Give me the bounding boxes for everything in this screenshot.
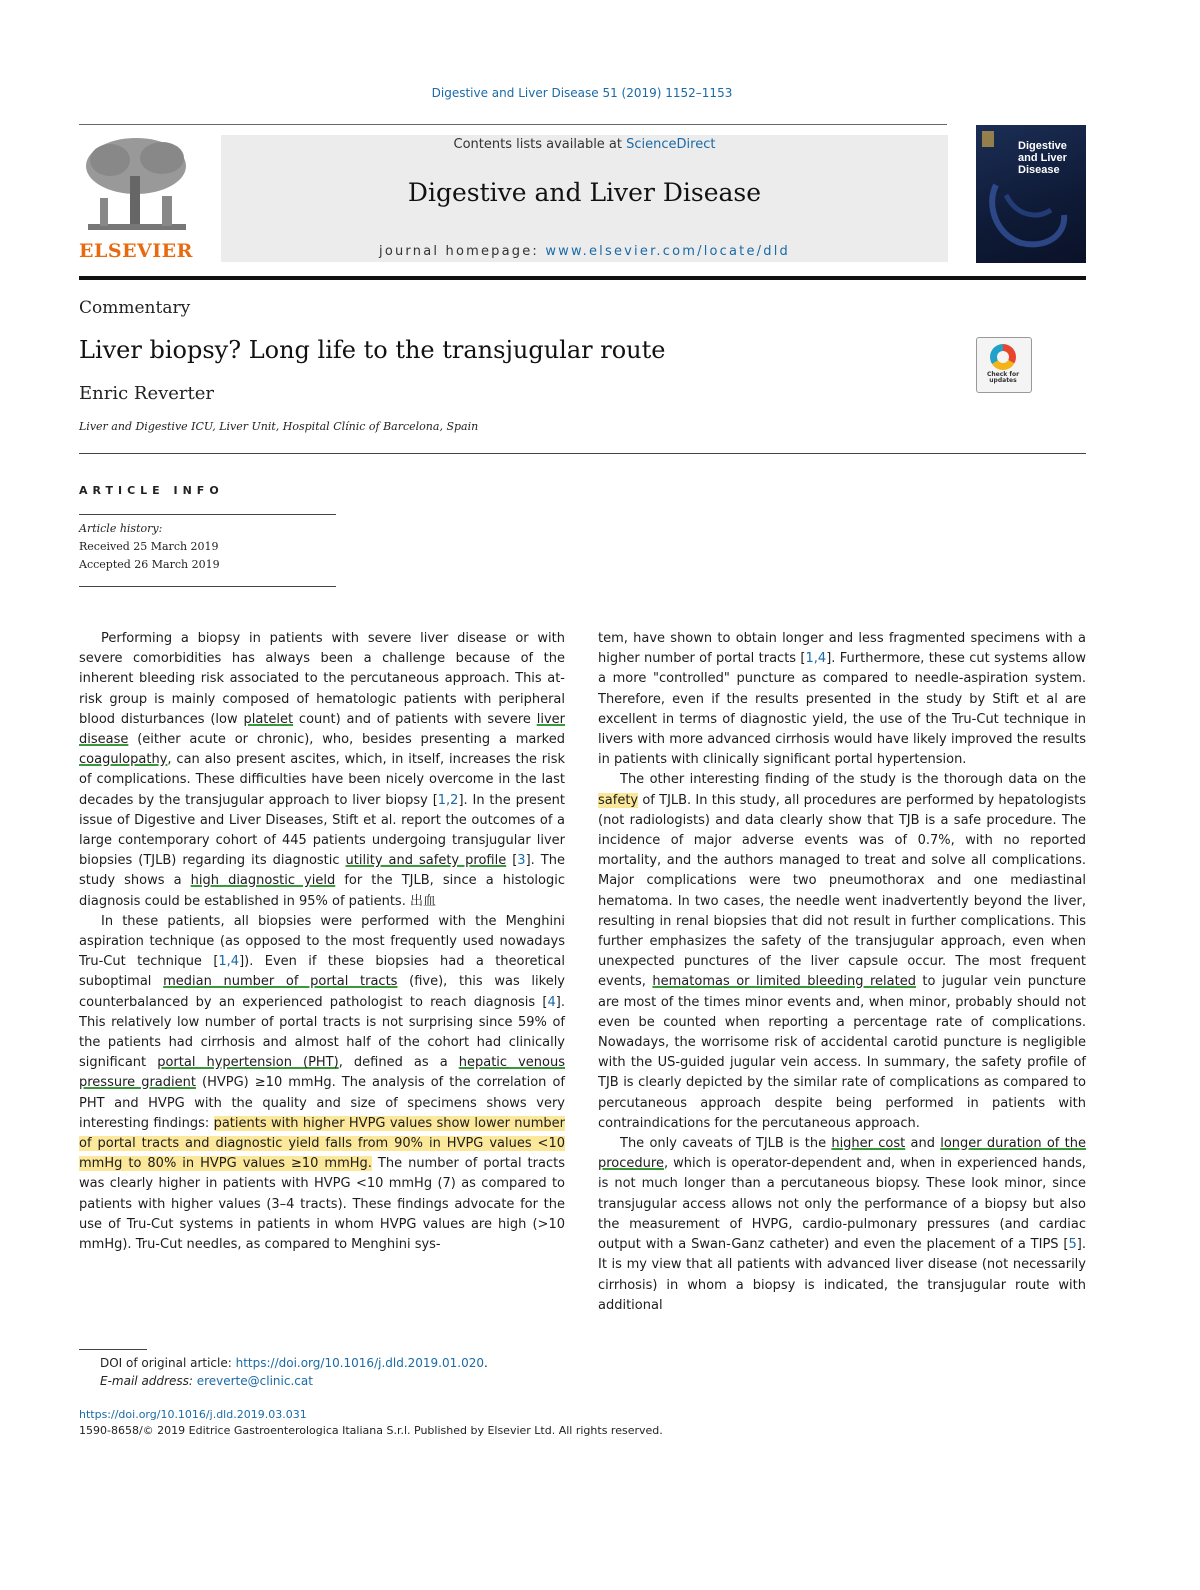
body-left-column <box>79 629 565 1255</box>
reference-link[interactable]: 1,4 <box>218 954 240 970</box>
body-right-column <box>598 629 1086 1316</box>
handwritten-note: 出血 <box>409 893 436 909</box>
annotated-term: hematomas or limited bleeding related <box>652 974 916 990</box>
email-link[interactable]: ereverte@clinic.cat <box>196 1374 313 1388</box>
reference-link[interactable]: 4 <box>547 994 556 1010</box>
contents-line <box>221 137 948 152</box>
elsevier-wordmark: ELSEVIER <box>79 240 193 262</box>
history-label: Article history: <box>79 522 163 535</box>
sciencedirect-link[interactable]: ScienceDirect <box>626 137 716 152</box>
crossmark-icon-center <box>997 351 1009 363</box>
homepage-line <box>221 244 948 259</box>
homepage-prefix: journal homepage: <box>379 244 546 259</box>
article-info-heading: ARTICLE INFO <box>79 484 224 497</box>
annotated-term: coagulopathy <box>79 752 168 768</box>
annotated-term: longer duration of the procedure <box>598 1136 1086 1172</box>
elsevier-tree-logo <box>80 136 193 236</box>
annotated-term: liver disease <box>79 711 565 748</box>
annotated-term: platelet <box>243 711 294 727</box>
annotated-term: portal hypertension (PHT) <box>157 1055 339 1071</box>
paragraph: Performing a biopsy in patients with severe liver disease or with severe comorbidities has always been a challenge because of the inherent bleeding risk associated to the percutaneous approach. This at-risk group is mainly composed of hematologic patients with peripheral blood disturbances (low platelet count) and of patients with severe liver disease (either acute or chronic), who, besides presenting a marked coagulopathy, can also present ascites, which, in itself, increases the risk of complications. These difficulties have been nicely overcome in the last decades by the transjugular approach to liver biopsy [1,2]. In the present issue of Digestive and Liver Diseases, Stift et al. report the outcomes of a large contemporary cohort of 445 patients undergoing transjugular liver biopsies (TJLB) regarding its diagnostic utility and safety profile [3]. The study shows a high diagnostic yield for the TJLB, since a histologic diagnosis could be established in 95% of patients. 出血 <box>79 631 565 909</box>
article-history <box>79 520 220 574</box>
footnotes <box>100 1354 488 1390</box>
author-affiliation: Liver and Digestive ICU, Liver Unit, Hospital Clínic of Barcelona, Spain <box>79 420 479 433</box>
annotated-term: utility and safety profile <box>345 853 507 869</box>
journal-title: Digestive and Liver Disease <box>407 178 762 207</box>
header-rule <box>79 124 947 125</box>
title-rule <box>79 453 1086 454</box>
paragraph: tem, have shown to obtain longer and less fragmented specimens with a higher number of portal tracts [1,4]. Furthermore, these cut systems allow a more "controlled" puncture as compared to needle-aspiration system. Therefore, even if the results presented in the study by Stift et al are excellent in terms of diagnostic yield, the use of the Tru-Cut technique in livers with more advanced cirrhosis would have likely improved the results in patients with clinically significant portal hypertension. <box>598 631 1086 768</box>
crossmark-label: Check for updates <box>986 371 1020 384</box>
reference-link[interactable]: 1,2 <box>437 792 459 808</box>
annotated-term: hepatic venous pressure gradient <box>79 1055 566 1091</box>
received-date: Received 25 March 2019 <box>79 540 219 553</box>
header-thick-rule <box>79 276 1086 280</box>
reference-link[interactable]: 1,4 <box>805 651 827 667</box>
paragraph: In these patients, all biopsies were performed with the Menghini aspiration technique (as opposed to the most frequently used nowadays Tru-Cut technique [1,4]). Even if these biopsies had a theoretical suboptimal median number of portal tracts (five), this was likely counterbalanced by an experienced pathologist to reach diagnosis [4]. This relatively low number of portal tracts is not surprising since 59% of the patients had cirrhosis and almost half of the cohort had clinically significant portal hypertension (PHT), defined as a hepatic venous pressure gradient (HVPG) ≥10 mmHg. The analysis of the correlation of PHT and HVPG with the quality and size of specimens shows very interesting findings: patients with higher HVPG values show lower number of portal tracts and diagnostic yield falls from 90% in HVPG values <10 mmHg to 80% in HVPG values ≥10 mmHg. The number of portal tracts was clearly higher in patients with HVPG <10 mmHg (7) as compared to patients with higher values (3–4 tracts). These findings advocate for the use of Tru-Cut systems in patients in whom HVPG values are high (>10 mmHg). Tru-Cut needles, as compared to Menghini sys- <box>79 913 566 1253</box>
article-doi-link[interactable]: https://doi.org/10.1016/j.dld.2019.03.031 <box>79 1408 307 1421</box>
original-doi-link[interactable]: https://doi.org/10.1016/j.dld.2019.01.020 <box>235 1356 484 1370</box>
homepage-link[interactable]: www.elsevier.com/locate/dld <box>545 244 790 259</box>
paragraph: The only caveats of TJLB is the higher cost and longer duration of the procedure, which is operator-dependent and, when in experienced hands, is not much longer than a percutaneous biopsy. These look minor, since transjugular access allows not only the performance of a biopsy but also the measurement of HVPG, cardio-pulmonary pressures (and cardiac output with a Swan-Ganz catheter) and even the placement of a TIPS [5]. It is my view that all patients with advanced liver disease (not necessarily cirrhosis) in whom a biopsy is indicated, the transjugular route with additional <box>598 1136 1086 1313</box>
info-rule-top <box>79 514 336 515</box>
copyright-line: 1590-8658/© 2019 Editrice Gastroenterologica Italiana S.r.l. Published by Elsevier Ltd. All rights reserved. <box>79 1424 663 1437</box>
article-title: Liver biopsy? Long life to the transjugular route <box>79 336 666 364</box>
doi-footnote: DOI of original article: https://doi.org/10.1016/j.dld.2019.01.020. <box>100 1356 488 1370</box>
highlighted-text: safety <box>598 792 639 808</box>
reference-link[interactable]: 5 <box>1068 1237 1077 1253</box>
highlighted-text: patients with higher HVPG values show lower number of portal tracts and diagnostic yield falls from 90% in HVPG values <10 mmHg to 80% in HVPG values ≥10 mmHg. <box>79 1115 565 1172</box>
annotated-term: higher cost <box>831 1136 906 1152</box>
annotated-term: median number of portal tracts <box>163 974 398 990</box>
info-rule-bottom <box>79 586 336 587</box>
cover-title: Digestive and Liver Disease <box>1018 140 1067 176</box>
contents-prefix: Contents lists available at <box>453 137 627 152</box>
accepted-date: Accepted 26 March 2019 <box>79 558 220 571</box>
footnote-rule <box>79 1349 147 1350</box>
email-footnote: E-mail address: ereverte@clinic.cat <box>100 1374 313 1388</box>
journal-citation[interactable]: Digestive and Liver Disease 51 (2019) 1152–1153 <box>431 86 733 100</box>
reference-link[interactable]: 3 <box>517 853 526 869</box>
author-name[interactable]: Enric Reverter <box>79 383 215 404</box>
article-section: Commentary <box>79 298 191 318</box>
paragraph: The other interesting finding of the study is the thorough data on the safety of TJLB. In this study, all procedures are performed by hepatologists (not radiologists) and data clearly show that TJB is a safe procedure. The incidence of major adverse events was of 0.7%, with no reported mortality, and the authors managed to treat and solve all complications. Major complications were two pneumothorax and one mediastinal hematoma. In two cases, the needle went inadvertently beyond the liver, resulting in renal biopsies that did not result in further complications. This further emphasizes the safety of the transjugular approach, even when unexpected punctures of the liver capsule occur. The most frequent events, hematomas or limited bleeding related to jugular vein puncture are most of the times minor events and, when minor, probably should not even be counted when reporting a percentage rate of complications. Nowadays, the worrisome risk of accidental carotid puncture is negligible with the US-guided jugular vein access. In summary, the safety profile of TJB is clearly depicted by the similar rate of complications as compared to percutaneous approach despite being performed in patients with contraindications for the percutaneous approach. <box>598 772 1086 1131</box>
annotated-term: high diagnostic yield <box>190 873 336 889</box>
